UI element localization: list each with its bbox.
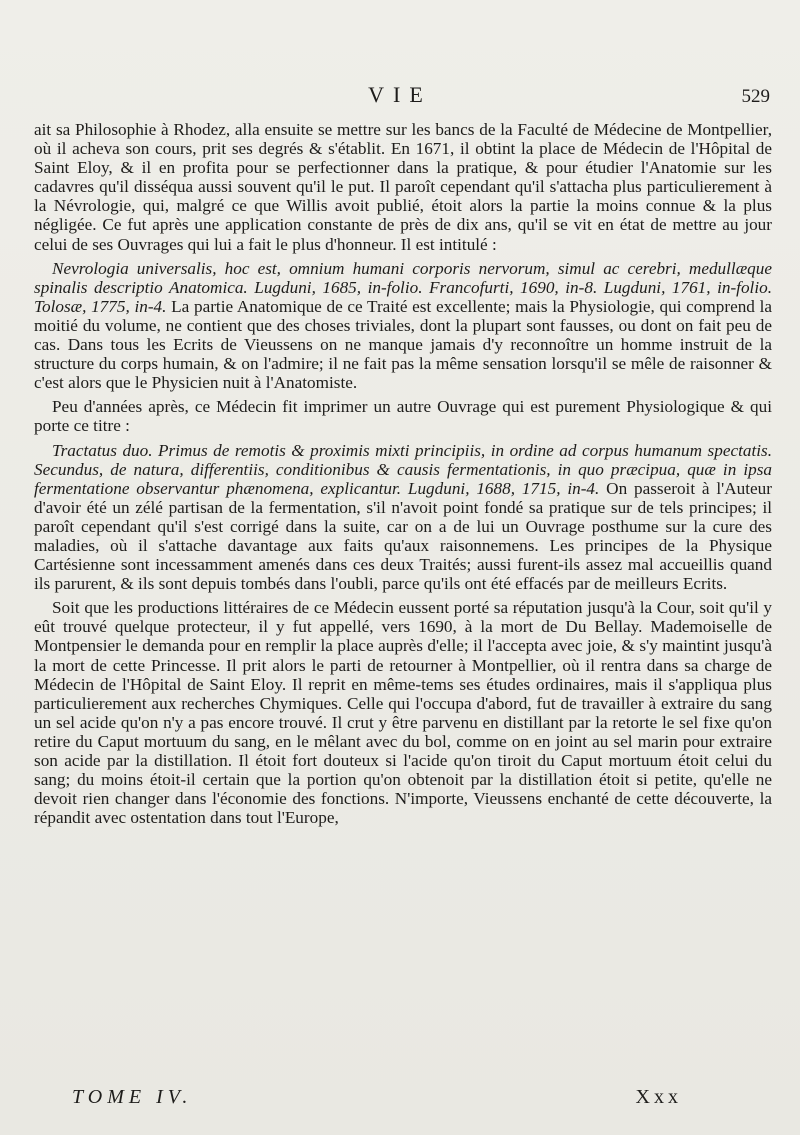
volume-label: TOME IV.: [72, 1086, 193, 1108]
body-text: [34, 120, 772, 827]
page-header: [0, 82, 800, 110]
book-title-nevrologia: Nevrologia universalis, hoc est, omnium humani corporis nervorum, simul ac cerebri, medullæque spinalis descriptio Anatomica. Lugduni, 1685, in-folio. Francofurti, 1690, in-8. Lugduni, 1761, in-folio. Tolosæ, 1775, in-4.: [34, 258, 772, 316]
page-number: 529: [741, 86, 770, 107]
paragraph-2-text: La partie Anatomique de ce Traité est excellente; mais la Physiologie, qui comprend la moitié du volume, ne contient que des choses triviales, dont la plupart sont fausses, ou dont on fait peu de cas. Dans tous les Ecrits de Vieussens on ne manque jamais d'y reconnoître un homme instruit de la structure du corps humain, & on l'admire; il ne fait pas la même sensation lorsqu'il se mêle de raisonner & c'est alors que le Physicien nuit à l'Anatomiste.: [34, 296, 772, 393]
page-footer: [0, 1086, 800, 1112]
paragraph-5: Soit que les productions littéraires de ce Médecin eussent porté sa réputation jusqu'à la Cour, soit qu'il y eût trouvé quelque protecteur, il y fut appellé, vers 1690, à la mort de Du Bellay. Mademoiselle de Montpensier le demanda pour en remplir la place auprès d'elle; il l'accepta avec joie, & s'y maintint jusqu'à la mort de cette Princesse. Il prit alors le parti de retourner à Montpellier, où il rentra dans sa charge de Médecin de l'Hôpital de Saint Eloy. Il reprit en même-tems ses études ordinaires, mais il s'appliqua plus particulierement aux recherches Chymiques. Celle qui l'occupa d'abord, fut de travailler à extraire du sang un sel acide qu'on n'y a pas encore trouvé. Il crut y être parvenu en distillant par la retorte le sel fixe qu'on retire du Caput mortuum du sang, en le mêlant avec du bol, comme on en joint au sel marin pour extraire son acide par la distillation. Il étoit fort douteux si l'acide qu'on tiroit du Caput mortuum étoit celui du sang; du moins étoit-il certain que la portion qu'on obtenoit par la distillation étoit si petite, qu'elle ne devoit rien changer dans l'économie des fonctions. N'importe, Vieussens enchanté de cette découverte, la répandit avec ostentation dans tout l'Europe,: [34, 598, 772, 828]
signature-mark: Xxx: [635, 1086, 682, 1108]
paragraph-2: [34, 259, 772, 393]
paragraph-1: ait sa Philosophie à Rhodez, alla ensuite se mettre sur les bancs de la Faculté de Médecine de Montpellier, où il acheva son cours, prit ses degrés & s'établit. En 1671, il obtint la place de Médecin de l'Hôpital de Saint Eloy, & il en profita pour se perfectionner dans la pratique, & pour étudier l'Anatomie sur les cadavres qu'il disséqua aussi souvent qu'il le put. Il paroît cependant qu'il s'attacha plus particulierement à la Névrologie, qui, malgré ce que Willis avoit publié, étoit alors la partie la moins connue & la plus négligée. Ce fut après une application constante de près de dix ans, qu'il se vit en état de mettre au jour celui de ses Ouvrages qui lui a fait le plus d'honneur. Il est intitulé :: [34, 120, 772, 254]
running-title: VIE: [368, 82, 432, 107]
paragraph-3: Peu d'années après, ce Médecin fit imprimer un autre Ouvrage qui est purement Physiologique & qui porte ce titre :: [34, 397, 772, 436]
paragraph-4-text: On passeroit à l'Auteur d'avoir été un zélé partisan de la fermentation, s'il n'avoit point fondé sa pratique sur de tels principes; il paroît cependant qu'il s'est corrigé dans la suite, car on a de lui un Ouvrage posthume sur la cure des maladies, où il s'attache davantage aux faits qu'aux raisonnemens. Les principes de la Physique Cartésienne sont incessamment amenés dans ces deux Traités; aussi furent-ils assez mal accueillis quand ils parurent, & ils sont depuis tombés dans l'oubli, parce qu'ils ont été effacés par de meilleurs Ecrits.: [34, 478, 772, 594]
paragraph-4: [34, 441, 772, 594]
book-title-tractatus: Tractatus duo. Primus de remotis & proximis mixti principiis, in ordine ad corpus humanum spectatis. Secundus, de natura, differentiis, conditionibus & causis fermentationis, in quo præcipua, quæ in ipsa fermentatione observantur phænomena, explicantur. Lugduni, 1688, 1715, in-4.: [34, 440, 772, 498]
